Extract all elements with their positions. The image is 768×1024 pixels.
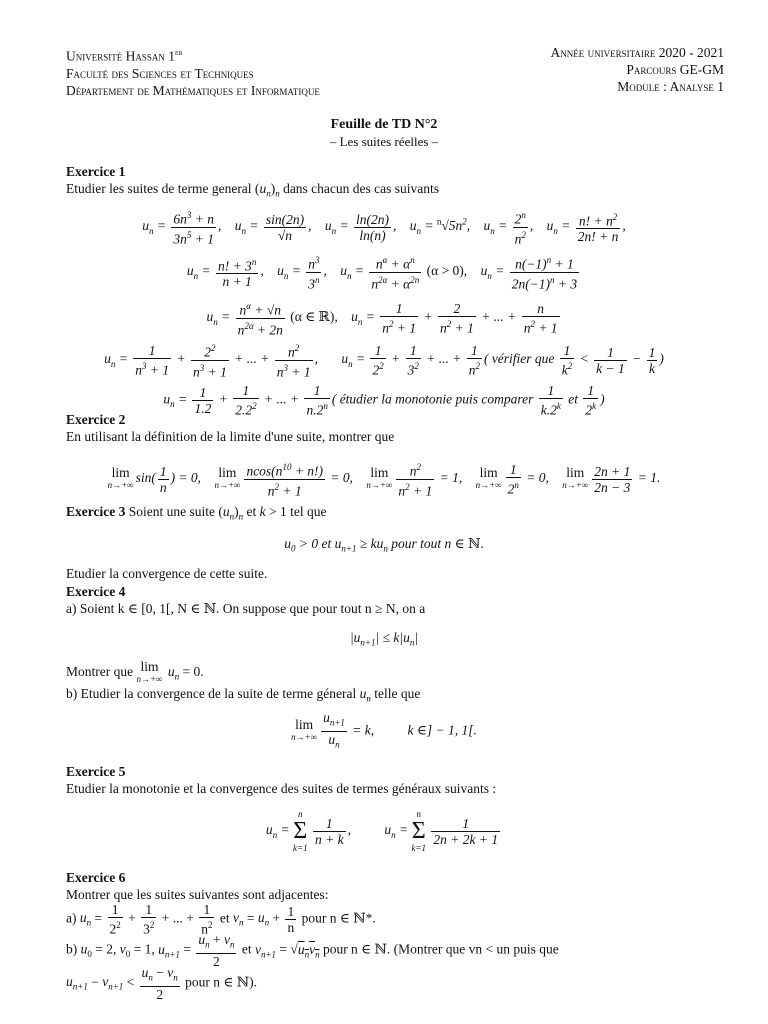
exercise-5-statement: Etudier la monotonie et la convergence des suites de termes généraux suivants :: [66, 780, 497, 796]
academic-year: Année universitaire 2020 - 2021: [550, 45, 724, 60]
exercise-2-heading: Exercice 2: [66, 412, 126, 427]
exercise-6: [66, 870, 726, 1002]
exercise-4-heading: Exercice 4: [66, 584, 126, 599]
exercise-4-part-a: a) Soient k ∈ [0, 1[, N ∈ ℕ. On suppose que pour tout n ≥ N, on a: [66, 600, 426, 616]
ex6-part-b: b) $u_0 = 2$, $v_0 = 1$, $u_{n+1}$ = $\frac{u_n + v_n}{2}$ et $v_{n+1} = √u_nv_n$ pour n ∈ ℕ. (Montrer que vn < un puis que: [66, 932, 559, 969]
header-right: [550, 44, 724, 95]
ex1-line-2: $u_n$ = $\frac{n! + 3^n}{n + 1}$ , $u_n$ = $\frac{n^3}{3^n}$ , $u_n$ = $\frac{n^\alpha + \alpha^n}{n^{2\alpha} + \alpha^{2n}}$ (α > 0), $u_n$ = $\frac{n(-1)^n + 1}{2n(-1)^n + 3}$: [186, 255, 578, 291]
exercise-1-statement: Etudier les suites de terme general $(u_n)_n$ dans chacun des cas suivants: [66, 180, 440, 199]
exercise-1: [66, 164, 726, 200]
exercise-3-question: Etudier la convergence de cette suite.: [66, 566, 268, 581]
faculty-name: Faculté des Sciences et Techniques: [66, 65, 254, 81]
ex4-show: Montrer que lim n→+∞ $u_n = 0$. b) Etudier la convergence de la suite de terme géneral $u_n$ telle que: [66, 660, 726, 705]
ex4-show-label: Montrer que: [66, 664, 134, 680]
exercise-4: [66, 584, 726, 618]
ex4-inequality: $|u_{n+1}| \le k|u_n|$: [349, 630, 419, 648]
exercise-6-heading: Exercice 6: [66, 870, 126, 885]
hint-monotony: étudier la monotonie puis comparer: [339, 391, 534, 407]
ex1-line-3: $u_n$ = $\frac{n^\alpha + √n}{n^{2\alpha} + 2n}$ (α ∈ ℝ), $u_n$ = $\frac{1}{n^2 + 1}$ + $\frac{2}{n^2 + 1}$ + ... + $\frac{n}{n^2 + 1}$: [206, 300, 558, 337]
module: Module : Analyse 1: [617, 79, 724, 94]
exercise-5: [66, 764, 726, 798]
department-name: Département de Mathématiques et Informatique: [66, 82, 320, 98]
header-left: [66, 44, 320, 99]
ex5-sums: $u_n$ = n Σ k=1 $\frac{1}{n + k}$ , $u_n$ = n Σ k=1 $\frac{1}{2n + 2k + 1}$: [265, 809, 499, 853]
ex1-line-5: $u_n$ = $\frac{1}{1.2}$ + $\frac{1}{2.2^2}$ + ... + $\frac{1}{n.2^n}$ ( étudier la monotonie puis comparer $\frac{1}{k.2^k}$ et $\frac{1}{2^k}$ ): [163, 383, 605, 418]
ex1-line-4: $u_n$ = $\frac{1}{n^3 + 1}$ + $\frac{2^2}{n^3 + 1}$ + ... + $\frac{n^2}{n^3 + 1}$ , $u_n$ = $\frac{1}{2^2}$ + $\frac{1}{3^2}$ + ... + $\frac{1}{n^2}$ ( vérifier que $\frac{1}{k^2}$ < $\frac{1}{k - 1}$ − $\frac{1}{k}$ ): [104, 342, 664, 379]
ex3-question: [66, 566, 726, 583]
exercise-1-heading: Exercice 1: [66, 164, 126, 179]
program: Parcours GE-GM: [626, 62, 724, 77]
alpha-positive-note: (α > 0),: [426, 263, 468, 279]
exercise-4-part-b: b) Etudier la convergence de la suite de terme géneral $u_n$ telle que: [66, 686, 421, 704]
exercise-5-heading: Exercice 5: [66, 764, 126, 779]
exercise-3-statement: Soient une suite $(u_n)_n$ et k > 1 tel que: [128, 504, 327, 522]
exercise-3: [66, 504, 726, 523]
ex6-part-b-cont: $u_{n+1} - v_{n+1}$ < $\frac{u_n - v_n}{2}$ pour n ∈ ℕ).: [66, 964, 257, 1002]
page-title: Feuille de TD N°2: [330, 117, 438, 132]
ex6-part-a: a) $u_n$ = $\frac{1}{2^2}$ + $\frac{1}{3^2}$ + ... + $\frac{1}{n^2}$ et $v_n = u_n$ + $\frac{1}{n}$ pour n ∈ ℕ*.: [66, 901, 376, 937]
exercise-2: [66, 412, 726, 446]
ex4-ratio-limit: lim n→+∞ $\frac{u_{n+1}}{u_n}$ = k, k ∈] − 1, 1[.: [0, 710, 768, 752]
exercise-3-heading: Exercice 3: [66, 504, 126, 519]
page-subtitle: – Les suites réelles –: [329, 133, 439, 149]
university-name: Université Hassan 1er: [66, 47, 183, 64]
ex2-limits: lim n→+∞ sin( $\frac{1}{n}$ ) = 0, lim n→+∞ $\frac{ncos(n^{10} + n!)}{n^2 + 1}$ = 0, lim n→+∞ $\frac{n^2}{n^2 + 1}$ = 1, lim n→+∞ $\frac{1}{2^n}$ = 0, lim n→+∞ $\frac{2n + 1}{2n - 3}$ = 1.: [107, 461, 661, 498]
ex1-line-1: $u_n$ = $\frac{6n^3 + n}{3n^5 + 1}$ , $u_n$ = $\frac{\sin(2n)}{√n}$ , $u_n$ = $\frac{\ln(2n)}{\ln(n)}$ , $u_n = ^n√5n^2$, $u_n$ = $\frac{2^n}{n^2}$ , $u_n$ = $\frac{n! + n^2}{2n! + n}$ ,: [142, 210, 626, 246]
hint-and: et: [568, 391, 579, 407]
alpha-real-note: (α ∈ ℝ),: [290, 309, 338, 325]
exercise-6-statement: Montrer que les suites suivantes sont adjacentes:: [66, 886, 329, 902]
exercise-2-statement: En utilisant la définition de la limite d'une suite, montrer que: [66, 428, 395, 444]
hint-verify: vérifier que: [491, 351, 555, 367]
title-block: [0, 116, 768, 150]
ex3-condition: $u_0 > 0$ et $u_{n+1} \ge ku_n$ pour tout n ∈ ℕ.: [284, 536, 484, 554]
